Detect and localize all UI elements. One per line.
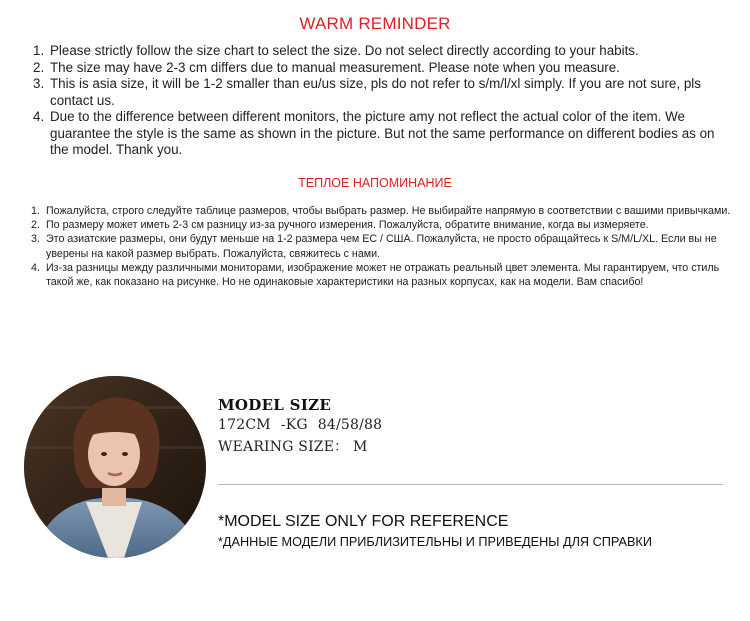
list-item xyxy=(33,76,733,109)
item-text: Из-за разницы между различными мониторами, изображение может не отражать реальный цвет элемента. Мы гарантируем, что стиль такой же, как показано на рисунке. Но не одинаковые характеристики на разных корпусах, как на модели. Вам спасибо! xyxy=(46,261,720,289)
warm-reminder-title: WARM REMINDER xyxy=(299,14,451,33)
list-item xyxy=(31,218,731,232)
item-number: 3. xyxy=(33,76,45,91)
model-size-info xyxy=(218,396,382,456)
list-item xyxy=(33,43,733,60)
model-weight: -KG xyxy=(280,417,308,433)
reminder-list-en xyxy=(33,43,733,159)
item-text: По размеру может иметь 2-3 см разницу из-за ручного измерения. Пожалуйста, обратите внимание, когда вы измеряете. xyxy=(46,219,649,232)
item-text: Это азиатские размеры, они будут меньше на 1-2 размера чем ЕС / США. Пожалуйста, не просто обращайтесь к S/M/L/XL. Если вы не уверены на какой размер выбрать. Пожалуйста, свяжитесь с нами. xyxy=(46,233,717,260)
model-size-note-ru: *ДАННЫЕ МОДЕЛИ ПРИБЛИЗИТЕЛЬНЫ И ПРИВЕДЕНЫ ДЛЯ СПРАВКИ xyxy=(218,535,652,549)
item-text: This is asia size, it will be 1-2 smaller than eu/us size, pls do not refer to s/m/l/xl simply. If you are not sure, pls contact us. xyxy=(50,76,701,108)
list-item xyxy=(33,109,733,159)
warm-reminder-title-ru: ТЕПЛОЕ НАПОМИНАНИЕ xyxy=(298,176,452,190)
item-number: 3. xyxy=(31,233,40,246)
list-item xyxy=(31,204,731,218)
item-text: Please strictly follow the size chart to select the size. Do not select directly according to your habits. xyxy=(50,43,639,58)
item-text: The size may have 2-3 cm differs due to manual measurement. Please note when you measure. xyxy=(50,59,620,75)
item-number: 1. xyxy=(33,43,45,58)
list-item xyxy=(31,261,731,289)
item-number: 2. xyxy=(31,219,40,232)
list-item xyxy=(33,60,733,77)
model-size-note-en: *MODEL SIZE ONLY FOR REFERENCE xyxy=(218,513,509,530)
model-portrait-illustration xyxy=(24,376,206,558)
list-item xyxy=(31,232,731,260)
model-body-measurements: 84/58/88 xyxy=(317,417,383,433)
item-number: 4. xyxy=(31,261,40,274)
model-size-title: MODEL SIZE xyxy=(218,396,332,414)
item-number: 4. xyxy=(33,109,45,124)
model-height: 172CM xyxy=(218,417,271,433)
item-text: Пожалуйста, строго следуйте таблице размеров, чтобы выбрать размер. Не выбирайте напрямую в соответствии с вашими привычками. xyxy=(46,205,731,217)
model-measurements-line xyxy=(218,417,382,433)
reminder-list-ru xyxy=(31,204,731,289)
item-number: 1. xyxy=(31,205,40,217)
item-text: Due to the difference between different monitors, the picture amy not reflect the actual color of the item. We guarantee the style is the same as shown in the picture. But not the same performance on different bodies as on the model. Thank you. xyxy=(50,109,715,157)
model-photo xyxy=(24,376,206,558)
section-divider xyxy=(218,484,723,485)
item-number: 2. xyxy=(33,59,45,75)
wearing-size: WEARING SIZE： M xyxy=(218,439,368,455)
